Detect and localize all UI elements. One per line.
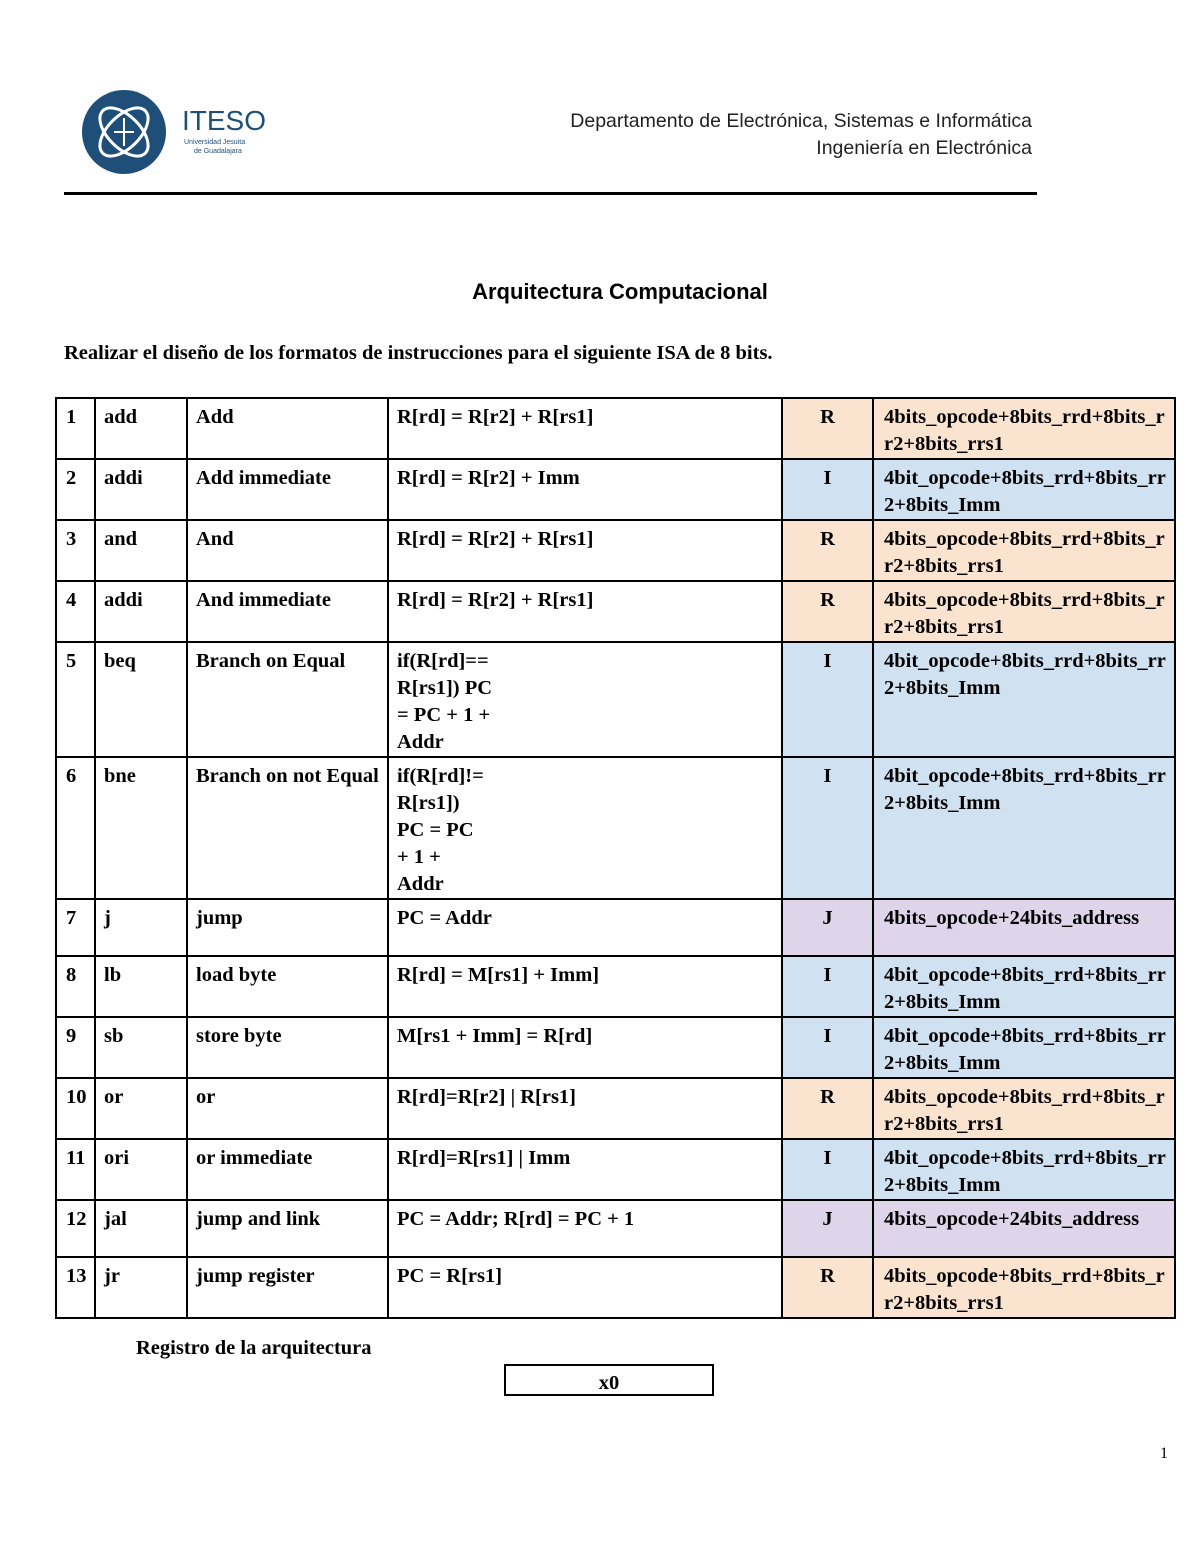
program-name: Ingeniería en Electrónica xyxy=(816,137,1032,159)
instruction-layout: 4bit_opcode+8bits_rrd+8bits_rr2+8bits_Imm xyxy=(873,1139,1175,1200)
instruction-name: jump register xyxy=(187,1257,388,1318)
instruction-number: 11 xyxy=(56,1139,95,1200)
instruction-operation: PC = R[rs1] xyxy=(388,1257,782,1318)
instruction-row xyxy=(56,1139,1175,1200)
instruction-name: or xyxy=(187,1078,388,1139)
instruction-format: R xyxy=(782,1078,873,1139)
isa-table xyxy=(55,397,1176,1319)
instruction-number: 4 xyxy=(56,581,95,642)
instruction-operation: if(R[rd]== R[rs1]) PC = PC + 1 + Addr xyxy=(388,642,782,757)
instruction-layout: 4bit_opcode+8bits_rrd+8bits_rr2+8bits_Imm xyxy=(873,459,1175,520)
instruction-format: J xyxy=(782,899,873,956)
register-box xyxy=(504,1364,714,1396)
instruction-layout: 4bits_opcode+24bits_address xyxy=(873,899,1175,956)
instruction-operation: R[rd]=R[rs1] | Imm xyxy=(388,1139,782,1200)
instruction-layout: 4bits_opcode+8bits_rrd+8bits_rr2+8bits_rrs1 xyxy=(873,1078,1175,1139)
instruction-mnemonic: add xyxy=(95,398,187,459)
instruction-operation: R[rd] = R[r2] + R[rs1] xyxy=(388,581,782,642)
logo-wordmark: ITESO xyxy=(182,105,267,136)
instruction-number: 7 xyxy=(56,899,95,956)
instruction-row xyxy=(56,757,1175,899)
instruction-operation: R[rd] = M[rs1] + Imm] xyxy=(388,956,782,1017)
instruction-layout: 4bit_opcode+8bits_rrd+8bits_rr2+8bits_Imm xyxy=(873,1017,1175,1078)
instruction-layout: 4bits_opcode+24bits_address xyxy=(873,1200,1175,1257)
instruction-mnemonic: addi xyxy=(95,459,187,520)
instruction-layout: 4bits_opcode+8bits_rrd+8bits_rr2+8bits_rrs1 xyxy=(873,581,1175,642)
instruction-row xyxy=(56,1017,1175,1078)
logo-subtitle-2: de Guadalajara xyxy=(194,148,242,155)
instruction-number: 3 xyxy=(56,520,95,581)
instruction-mnemonic: jr xyxy=(95,1257,187,1318)
instruction-row xyxy=(56,459,1175,520)
instruction-name: load byte xyxy=(187,956,388,1017)
instruction-layout: 4bit_opcode+8bits_rrd+8bits_rr2+8bits_Imm xyxy=(873,757,1175,899)
instruction-mnemonic: j xyxy=(95,899,187,956)
instruction-number: 8 xyxy=(56,956,95,1017)
page-number: 1 xyxy=(1160,1445,1168,1462)
instruction-format: R xyxy=(782,520,873,581)
instruction-name: Branch on not Equal xyxy=(187,757,388,899)
instruction-number: 12 xyxy=(56,1200,95,1257)
instruction-format: I xyxy=(782,1017,873,1078)
instruction-format: R xyxy=(782,398,873,459)
instruction-format: I xyxy=(782,956,873,1017)
instruction-mnemonic: beq xyxy=(95,642,187,757)
instruction-format: I xyxy=(782,757,873,899)
instruction-format: R xyxy=(782,581,873,642)
register-label: Registro de la arquitectura xyxy=(136,1337,372,1359)
instruction-mnemonic: and xyxy=(95,520,187,581)
instruction-operation: R[rd]=R[r2] | R[rs1] xyxy=(388,1078,782,1139)
department-name: Departamento de Electrónica, Sistemas e Informática xyxy=(570,110,1032,132)
intro-text: Realizar el diseño de los formatos de instrucciones para el siguiente ISA de 8 bits. xyxy=(64,342,773,364)
instruction-mnemonic: ori xyxy=(95,1139,187,1200)
instruction-number: 6 xyxy=(56,757,95,899)
instruction-operation: PC = Addr; R[rd] = PC + 1 xyxy=(388,1200,782,1257)
instruction-layout: 4bits_opcode+8bits_rrd+8bits_rr2+8bits_rrs1 xyxy=(873,398,1175,459)
instruction-number: 5 xyxy=(56,642,95,757)
header-rule xyxy=(64,192,1037,195)
instruction-format: J xyxy=(782,1200,873,1257)
instruction-layout: 4bit_opcode+8bits_rrd+8bits_rr2+8bits_Imm xyxy=(873,642,1175,757)
instruction-row xyxy=(56,1078,1175,1139)
instruction-name: Add immediate xyxy=(187,459,388,520)
instruction-row xyxy=(56,520,1175,581)
instruction-number: 10 xyxy=(56,1078,95,1139)
instruction-row xyxy=(56,398,1175,459)
instruction-row xyxy=(56,581,1175,642)
instruction-number: 13 xyxy=(56,1257,95,1318)
instruction-operation: R[rd] = R[r2] + Imm xyxy=(388,459,782,520)
instruction-format: I xyxy=(782,1139,873,1200)
instruction-name: Branch on Equal xyxy=(187,642,388,757)
instruction-row xyxy=(56,956,1175,1017)
instruction-number: 9 xyxy=(56,1017,95,1078)
instruction-row xyxy=(56,899,1175,956)
isa-table-body xyxy=(56,398,1175,1318)
department-header xyxy=(570,108,1032,162)
instruction-operation: R[rd] = R[r2] + R[rs1] xyxy=(388,520,782,581)
instruction-name: And xyxy=(187,520,388,581)
instruction-number: 2 xyxy=(56,459,95,520)
instruction-operation: M[rs1 + Imm] = R[rd] xyxy=(388,1017,782,1078)
instruction-mnemonic: bne xyxy=(95,757,187,899)
instruction-row xyxy=(56,1257,1175,1318)
instruction-layout: 4bit_opcode+8bits_rrd+8bits_rr2+8bits_Imm xyxy=(873,956,1175,1017)
instruction-name: or immediate xyxy=(187,1139,388,1200)
instruction-name: Add xyxy=(187,398,388,459)
instruction-mnemonic: jal xyxy=(95,1200,187,1257)
instruction-format: I xyxy=(782,459,873,520)
instruction-name: jump and link xyxy=(187,1200,388,1257)
instruction-mnemonic: addi xyxy=(95,581,187,642)
instruction-operation: if(R[rd]!= R[rs1]) PC = PC + 1 + Addr xyxy=(388,757,782,899)
instruction-name: And immediate xyxy=(187,581,388,642)
instruction-layout: 4bits_opcode+8bits_rrd+8bits_rr2+8bits_rrs1 xyxy=(873,520,1175,581)
iteso-logo xyxy=(80,84,280,184)
instruction-mnemonic: lb xyxy=(95,956,187,1017)
instruction-row xyxy=(56,1200,1175,1257)
instruction-operation: PC = Addr xyxy=(388,899,782,956)
instruction-name: store byte xyxy=(187,1017,388,1078)
instruction-layout: 4bits_opcode+8bits_rrd+8bits_rr2+8bits_rrs1 xyxy=(873,1257,1175,1318)
instruction-format: R xyxy=(782,1257,873,1318)
instruction-operation: R[rd] = R[r2] + R[rs1] xyxy=(388,398,782,459)
instruction-number: 1 xyxy=(56,398,95,459)
instruction-row xyxy=(56,642,1175,757)
instruction-format: I xyxy=(782,642,873,757)
logo-subtitle-1: Universidad Jesuita xyxy=(184,139,246,146)
instruction-mnemonic: sb xyxy=(95,1017,187,1078)
register-value: x0 xyxy=(598,1372,620,1394)
instruction-name: jump xyxy=(187,899,388,956)
instruction-mnemonic: or xyxy=(95,1078,187,1139)
page-title: Arquitectura Computacional xyxy=(472,279,768,304)
